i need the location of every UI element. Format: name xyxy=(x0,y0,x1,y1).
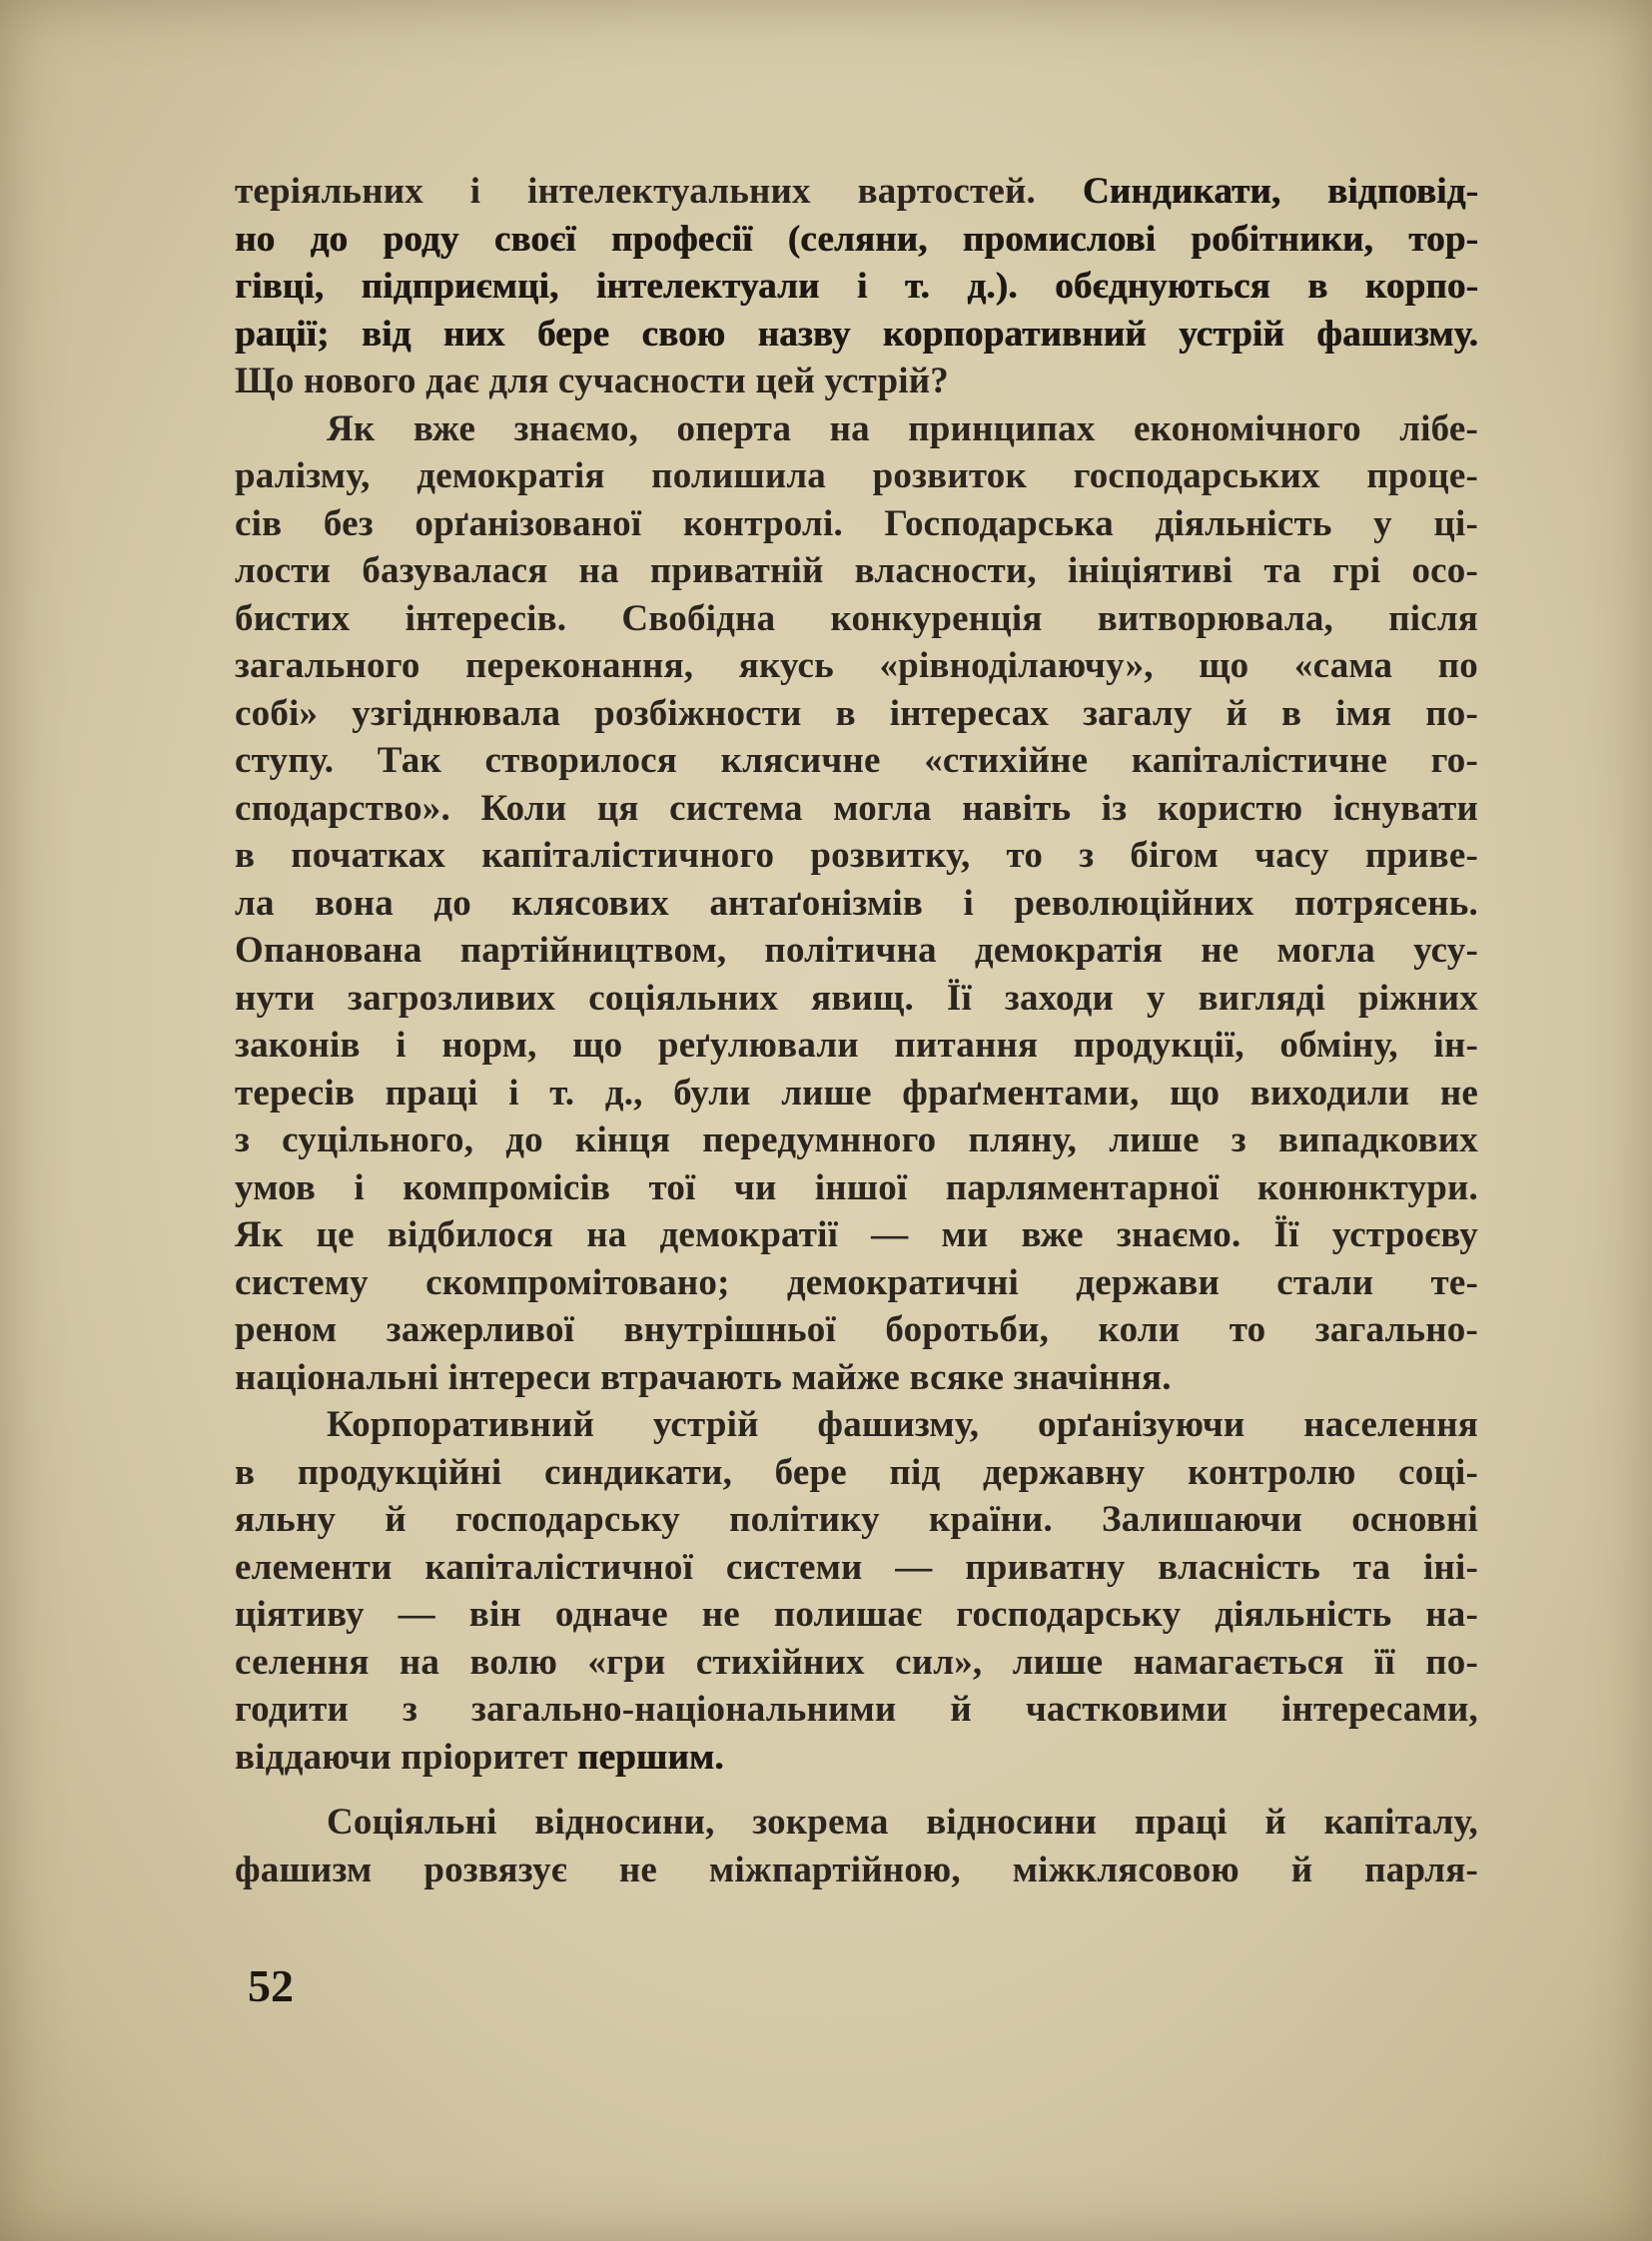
text-line: гівці, підприємці, інтелектуали і т. д.). обєднуються в корпо- xyxy=(235,266,1478,307)
paragraph-3 xyxy=(235,1401,1478,1781)
text-line: Як це відбилося на демократії — ми вже знаємо. Її устроєву xyxy=(235,1214,1478,1255)
text-line: тересів праці і т. д., були лише фраґментами, що виходили не xyxy=(235,1072,1478,1114)
bold-text-span: першим. xyxy=(576,1736,724,1778)
text-line: бистих інтересів. Свобідна конкуренція витворювала, після xyxy=(235,597,1478,639)
text-line: ралізму, демократія полишила розвиток господарських проце- xyxy=(235,455,1478,496)
text-line: селення на волю «гри стихійних сил», лише намагається її по- xyxy=(235,1641,1478,1683)
text-line: в продукційні синдикати, бере під державну контролю соці- xyxy=(235,1451,1478,1493)
text-line: Корпоративний устрій фашизму, орґанізуючи населення xyxy=(327,1404,1478,1445)
text-span: теріяльних і інтелектуальних вартостей. xyxy=(235,171,1083,212)
text-line: ла вона до клясових антаґонізмів і революційних потрясень. xyxy=(235,882,1478,924)
text-line: Як вже знаємо, оперта на принципах економічного лібе- xyxy=(327,407,1478,449)
text-line: національні інтереси втрачають майже всяке значіння. xyxy=(235,1356,1172,1398)
text-line: фашизм розвязує не міжпартійною, міжклясовою й парля- xyxy=(235,1849,1478,1890)
text-line: умов і компромісів тої чи іншої парляментарної конюнктури. xyxy=(235,1166,1478,1208)
text-line: ступу. Так створилося клясичне «стихійне капіталістичне го- xyxy=(235,740,1478,781)
paragraph-2 xyxy=(235,405,1478,1402)
text-line: но до роду своєї професії (селяни, промислові робітники, тор- xyxy=(235,218,1478,260)
text-line: Що нового дає для сучасности цей устрій? xyxy=(235,361,949,401)
text-line: сів без орґанізованої контролі. Господарська діяльність у ці- xyxy=(235,502,1478,544)
text-line: елементи капіталістичної системи — приватну власність та іні- xyxy=(235,1546,1478,1588)
text-line: собі» узгіднювала розбіжности в інтересах загалу й в імя по- xyxy=(235,692,1478,734)
text-line: з суцільного, до кінця передумнного пляну, лише з випадкових xyxy=(235,1120,1478,1160)
text-line: Соціяльні відносини, зокрема відносини праці й капіталу, xyxy=(327,1802,1478,1843)
text-line: нути загрозливих соціяльних явищ. Її заходи у вигляді ріжних xyxy=(235,977,1478,1019)
page-number: 52 xyxy=(248,1960,294,2011)
bold-text-span: Синдикати, відповід- xyxy=(1082,171,1478,212)
paragraph-4 xyxy=(235,1799,1478,1893)
text-line: рації; від них бере свою назву корпоративний устрій фашизму. xyxy=(235,313,1478,355)
text-line: законів і норм, що реґулювали питання продукції, обміну, ін- xyxy=(235,1025,1478,1066)
body-text xyxy=(235,168,1478,1893)
text-line: в початках капіталістичного розвитку, то з бігом часу приве- xyxy=(235,835,1478,876)
paragraph-gap xyxy=(235,1781,1478,1799)
text-line: яльну й господарську політику країни. Залишаючи основні xyxy=(235,1499,1478,1540)
text-line: годити з загально-національними й частковими інтересами, xyxy=(235,1689,1478,1730)
text-line: сподарство». Коли ця система могла навіть із користю існувати xyxy=(235,787,1478,829)
text-line: загального переконання, якусь «рівноділаючу», що «сама по xyxy=(235,645,1478,686)
text-line xyxy=(235,1734,1478,1782)
text-line: лости базувалася на приватній власности, ініціятиві та грі осо- xyxy=(235,550,1478,591)
text-line: систему скомпромітовано; демократичні держави стали те- xyxy=(235,1261,1478,1303)
text-line: ціятиву — він одначе не полишає господарську діяльність на- xyxy=(235,1594,1478,1635)
text-line: реном зажерливої внутрішньої боротьби, коли то загально- xyxy=(235,1309,1478,1350)
paragraph-1 xyxy=(235,168,1478,405)
text-line: Опанована партійництвом, політична демократія не могла усу- xyxy=(235,930,1478,971)
text-span: віддаючи пріоритет xyxy=(235,1736,577,1778)
text-line xyxy=(235,168,1478,216)
